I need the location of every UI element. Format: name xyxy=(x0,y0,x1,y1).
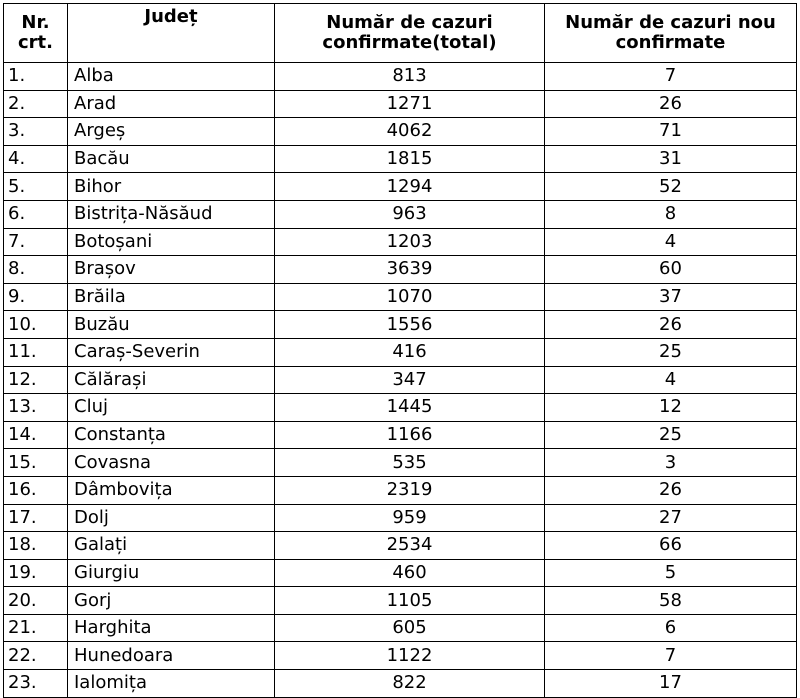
row-number-cell: 5. xyxy=(4,173,68,201)
county-name-cell: Covasna xyxy=(68,449,275,477)
row-number-cell: 6. xyxy=(4,200,68,228)
row-number-cell: 10. xyxy=(4,311,68,339)
new-cases-cell: 58 xyxy=(545,587,797,615)
county-name-cell: Argeș xyxy=(68,118,275,146)
total-cases-cell: 1271 xyxy=(275,90,545,118)
county-name-cell: Arad xyxy=(68,90,275,118)
total-cases-cell: 605 xyxy=(275,614,545,642)
total-cases-cell: 1122 xyxy=(275,642,545,670)
header-total-line1: Număr de cazuri xyxy=(326,12,493,33)
county-name-cell: Hunedoara xyxy=(68,642,275,670)
total-cases-cell: 822 xyxy=(275,670,545,698)
total-cases-cell: 3639 xyxy=(275,256,545,284)
new-cases-cell: 6 xyxy=(545,614,797,642)
cases-table xyxy=(3,3,797,698)
row-number-cell: 23. xyxy=(4,670,68,698)
total-cases-cell: 2534 xyxy=(275,532,545,560)
total-cases-cell: 1294 xyxy=(275,173,545,201)
new-cases-cell: 3 xyxy=(545,449,797,477)
table-row xyxy=(4,173,797,201)
county-name-cell: Constanța xyxy=(68,421,275,449)
county-name-cell: Bihor xyxy=(68,173,275,201)
table-row xyxy=(4,63,797,91)
table-row xyxy=(4,670,797,698)
county-name-cell: Alba xyxy=(68,63,275,91)
total-cases-cell: 1070 xyxy=(275,283,545,311)
new-cases-cell: 25 xyxy=(545,338,797,366)
row-number-cell: 12. xyxy=(4,366,68,394)
new-cases-cell: 26 xyxy=(545,311,797,339)
table-row xyxy=(4,504,797,532)
table-row xyxy=(4,587,797,615)
county-name-cell: Buzău xyxy=(68,311,275,339)
table-row xyxy=(4,256,797,284)
new-cases-cell: 26 xyxy=(545,90,797,118)
total-cases-cell: 1815 xyxy=(275,145,545,173)
county-name-cell: Cluj xyxy=(68,394,275,422)
new-cases-cell: 12 xyxy=(545,394,797,422)
county-name-cell: Bistrița-Năsăud xyxy=(68,200,275,228)
table-row xyxy=(4,559,797,587)
total-cases-cell: 416 xyxy=(275,338,545,366)
cases-table-container xyxy=(3,3,797,698)
total-cases-cell: 963 xyxy=(275,200,545,228)
new-cases-cell: 27 xyxy=(545,504,797,532)
total-cases-cell: 535 xyxy=(275,449,545,477)
new-cases-cell: 52 xyxy=(545,173,797,201)
row-number-cell: 11. xyxy=(4,338,68,366)
table-row xyxy=(4,394,797,422)
total-cases-cell: 1445 xyxy=(275,394,545,422)
row-number-cell: 8. xyxy=(4,256,68,284)
row-number-cell: 15. xyxy=(4,449,68,477)
table-row xyxy=(4,90,797,118)
table-row xyxy=(4,338,797,366)
header-nr-line1: Nr. xyxy=(21,12,50,33)
new-cases-cell: 17 xyxy=(545,670,797,698)
total-cases-cell: 1105 xyxy=(275,587,545,615)
total-cases-cell: 4062 xyxy=(275,118,545,146)
table-row xyxy=(4,228,797,256)
table-header-row xyxy=(4,4,797,63)
new-cases-cell: 37 xyxy=(545,283,797,311)
row-number-cell: 22. xyxy=(4,642,68,670)
row-number-cell: 7. xyxy=(4,228,68,256)
total-cases-cell: 813 xyxy=(275,63,545,91)
total-cases-cell: 460 xyxy=(275,559,545,587)
new-cases-cell: 26 xyxy=(545,476,797,504)
header-judet-label: Județ xyxy=(144,6,198,27)
header-new-line2: confirmate xyxy=(615,32,726,53)
new-cases-cell: 25 xyxy=(545,421,797,449)
new-cases-cell: 66 xyxy=(545,532,797,560)
new-cases-cell: 60 xyxy=(545,256,797,284)
row-number-cell: 16. xyxy=(4,476,68,504)
row-number-cell: 17. xyxy=(4,504,68,532)
row-number-cell: 13. xyxy=(4,394,68,422)
row-number-cell: 18. xyxy=(4,532,68,560)
county-name-cell: Călărași xyxy=(68,366,275,394)
row-number-cell: 14. xyxy=(4,421,68,449)
county-name-cell: Giurgiu xyxy=(68,559,275,587)
row-number-cell: 19. xyxy=(4,559,68,587)
county-name-cell: Botoșani xyxy=(68,228,275,256)
table-row xyxy=(4,532,797,560)
table-row xyxy=(4,421,797,449)
table-row xyxy=(4,283,797,311)
header-judet xyxy=(68,4,275,63)
county-name-cell: Ialomița xyxy=(68,670,275,698)
table-row xyxy=(4,449,797,477)
header-nr-crt xyxy=(4,4,68,63)
table-row xyxy=(4,366,797,394)
table-row xyxy=(4,145,797,173)
new-cases-cell: 7 xyxy=(545,642,797,670)
header-total-line2: confirmate(total) xyxy=(322,32,497,53)
row-number-cell: 4. xyxy=(4,145,68,173)
total-cases-cell: 347 xyxy=(275,366,545,394)
table-row xyxy=(4,476,797,504)
new-cases-cell: 31 xyxy=(545,145,797,173)
county-name-cell: Brăila xyxy=(68,283,275,311)
county-name-cell: Bacău xyxy=(68,145,275,173)
row-number-cell: 2. xyxy=(4,90,68,118)
row-number-cell: 21. xyxy=(4,614,68,642)
table-row xyxy=(4,118,797,146)
header-nr-line2: crt. xyxy=(18,32,53,53)
new-cases-cell: 8 xyxy=(545,200,797,228)
total-cases-cell: 1203 xyxy=(275,228,545,256)
total-cases-cell: 2319 xyxy=(275,476,545,504)
county-name-cell: Dolj xyxy=(68,504,275,532)
county-name-cell: Dâmbovița xyxy=(68,476,275,504)
county-name-cell: Gorj xyxy=(68,587,275,615)
header-total-cases xyxy=(275,4,545,63)
county-name-cell: Brașov xyxy=(68,256,275,284)
row-number-cell: 20. xyxy=(4,587,68,615)
county-name-cell: Harghita xyxy=(68,614,275,642)
new-cases-cell: 5 xyxy=(545,559,797,587)
table-body xyxy=(4,63,797,698)
new-cases-cell: 4 xyxy=(545,366,797,394)
county-name-cell: Caraș-Severin xyxy=(68,338,275,366)
total-cases-cell: 1166 xyxy=(275,421,545,449)
header-new-cases xyxy=(545,4,797,63)
table-row xyxy=(4,311,797,339)
new-cases-cell: 7 xyxy=(545,63,797,91)
row-number-cell: 3. xyxy=(4,118,68,146)
new-cases-cell: 71 xyxy=(545,118,797,146)
row-number-cell: 9. xyxy=(4,283,68,311)
table-row xyxy=(4,200,797,228)
table-row xyxy=(4,642,797,670)
header-new-line1: Număr de cazuri nou xyxy=(565,12,776,33)
new-cases-cell: 4 xyxy=(545,228,797,256)
total-cases-cell: 959 xyxy=(275,504,545,532)
table-row xyxy=(4,614,797,642)
county-name-cell: Galați xyxy=(68,532,275,560)
row-number-cell: 1. xyxy=(4,63,68,91)
total-cases-cell: 1556 xyxy=(275,311,545,339)
